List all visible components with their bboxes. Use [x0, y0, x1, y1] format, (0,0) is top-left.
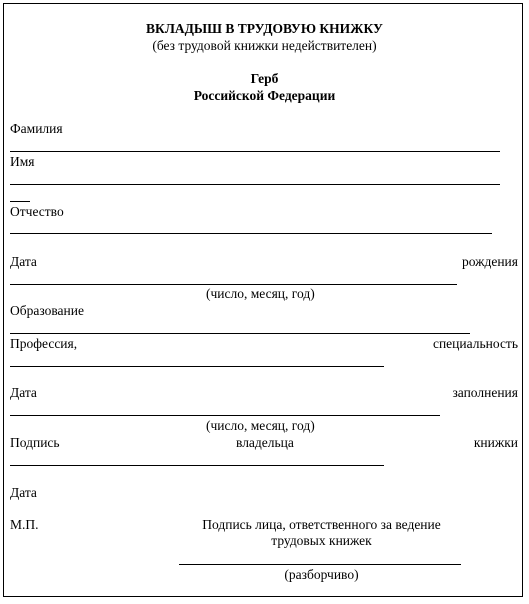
fill-date-line: [10, 415, 440, 416]
birth-date-hint: (число, месяц, год): [206, 286, 315, 301]
name-line-continuation: [10, 201, 30, 202]
profession-line: [10, 366, 384, 367]
emblem-caption-line2: Российской Федерации: [193, 88, 336, 103]
owner-signature-label: Подпись: [10, 435, 60, 450]
name-line: [10, 184, 500, 185]
emblem-caption-line1: Герб: [250, 71, 279, 86]
owner-signature-line: [10, 465, 384, 466]
surname-line: [10, 151, 500, 152]
document-subtitle: (без трудовой книжки недействителен): [152, 38, 377, 53]
fill-date-label: Дата: [10, 385, 37, 400]
birth-date-label: Дата: [10, 254, 37, 269]
fill-date-hint: (число, месяц, год): [206, 418, 315, 433]
surname-label: Фамилия: [10, 121, 63, 136]
document-title: ВКЛАДЫШ В ТРУДОВУЮ КНИЖКУ: [146, 21, 383, 36]
birth-date-line: [10, 284, 457, 285]
responsible-signature-label: Подпись лица, ответственного за ведение: [202, 517, 441, 532]
legible-hint: (разборчиво): [284, 567, 359, 582]
patronymic-line: [10, 233, 492, 234]
specialty-label: специальность: [432, 336, 518, 351]
profession-label: Профессия,: [10, 336, 78, 351]
education-label: Образование: [10, 303, 84, 318]
education-line: [10, 333, 470, 334]
responsible-signature-line: [179, 564, 461, 565]
stamp-label: М.П.: [10, 517, 39, 532]
fill-date-label-end: заполнения: [452, 385, 518, 400]
date-label: Дата: [10, 485, 37, 500]
owner-signature-label-middle: владельца: [236, 435, 294, 450]
responsible-signature-label-line2: трудовых книжек: [271, 533, 372, 548]
birth-date-label-end: рождения: [461, 254, 518, 269]
name-label: Имя: [10, 154, 35, 169]
patronymic-label: Отчество: [10, 204, 64, 219]
owner-signature-label-end: книжки: [473, 435, 518, 450]
